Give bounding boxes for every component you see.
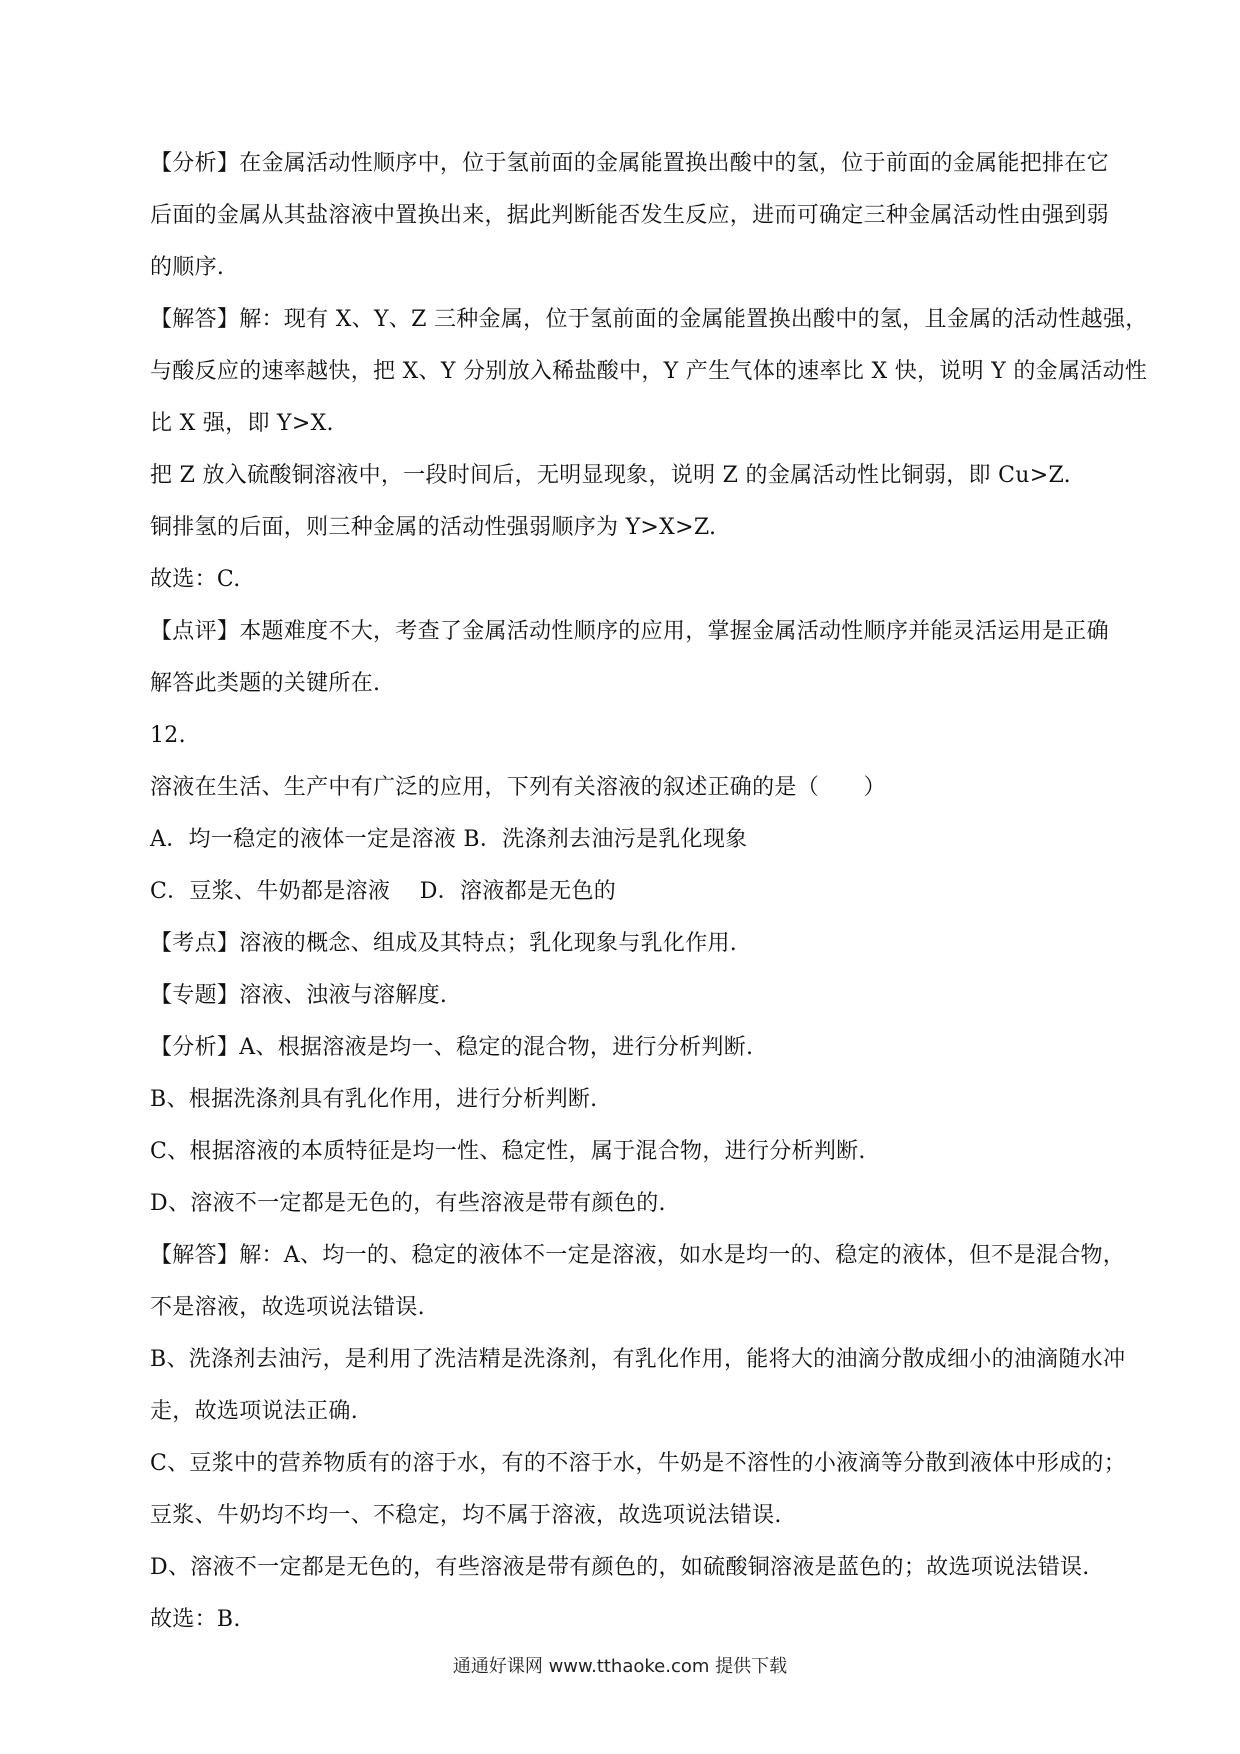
page-footer: 通通好课网 www.tthaoke.com 提供下载	[452, 1656, 788, 1677]
option-line: A．均一稳定的液体一定是溶液 B．洗涤剂去油污是乳化现象	[150, 827, 748, 852]
text-line: 【考点】溶液的概念、组成及其特点；乳化现象与乳化作用.	[150, 931, 738, 956]
text-line: B、根据洗涤剂具有乳化作用，进行分析判断.	[150, 1087, 598, 1112]
option-line: C．豆浆、牛奶都是溶液 D．溶液都是无色的	[150, 879, 617, 904]
text-line: 把 Z 放入硫酸铜溶液中，一段时间后，无明显现象，说明 Z 的金属活动性比铜弱，即 Cu>Z.	[150, 463, 1071, 488]
text-line: 不是溶液，故选项说法错误.	[150, 1295, 425, 1320]
text-line: 走，故选项说法正确.	[150, 1399, 358, 1424]
text-line: C、根据溶液的本质特征是均一性、稳定性，属于混合物，进行分析判断.	[150, 1139, 866, 1164]
text-line: 故选：C.	[150, 567, 241, 592]
text-line: 与酸反应的速率越快，把 X、Y 分别放入稀盐酸中，Y 产生气体的速率比 X 快，说明 Y 的金属活动性	[150, 359, 1148, 384]
text-line: 【分析】在金属活动性顺序中，位于氢前面的金属能置换出酸中的氢，位于前面的金属能把排在它	[150, 151, 1109, 176]
document-body	[150, 138, 1148, 1646]
text-line: 故选：B.	[150, 1607, 241, 1632]
text-line: 【分析】A、根据溶液是均一、稳定的混合物，进行分析判断.	[150, 1035, 754, 1060]
text-line: 铜排氢的后面，则三种金属的活动性强弱顺序为 Y>X>Z.	[150, 515, 717, 540]
text-line: B、洗涤剂去油污，是利用了洗洁精是洗涤剂，有乳化作用，能将大的油滴分散成细小的油滴随水冲	[150, 1347, 1126, 1372]
question-stem: 溶液在生活、生产中有广泛的应用，下列有关溶液的叙述正确的是（ ）	[150, 775, 886, 800]
text-line: 后面的金属从其盐溶液中置换出来，据此判断能否发生反应，进而可确定三种金属活动性由强到弱	[150, 203, 1109, 228]
text-line: 【解答】解：A、均一的、稳定的液体不一定是溶液，如水是均一的、稳定的液体，但不是混合物，	[150, 1243, 1126, 1268]
text-line: D、溶液不一定都是无色的，有些溶液是带有颜色的.	[150, 1191, 666, 1216]
text-line: 【解答】解：现有 X、Y、Z 三种金属，位于氢前面的金属能置换出酸中的氢，且金属的活动性越强，	[150, 307, 1148, 332]
question-number: 12.	[150, 723, 186, 748]
text-line: 比 X 强，即 Y>X.	[150, 411, 334, 436]
text-line: 豆浆、牛奶均不均一、不稳定，均不属于溶液，故选项说法错误.	[150, 1503, 782, 1528]
text-line: C、豆浆中的营养物质有的溶于水，有的不溶于水，牛奶是不溶性的小液滴等分散到液体中形成的；	[150, 1451, 1127, 1476]
text-line: 解答此类题的关键所在.	[150, 671, 381, 696]
text-line: D、溶液不一定都是无色的，有些溶液是带有颜色的，如硫酸铜溶液是蓝色的；故选项说法错误.	[150, 1555, 1090, 1580]
text-line: 【点评】本题难度不大，考查了金属活动性顺序的应用，掌握金属活动性顺序并能灵活运用是正确	[150, 619, 1109, 644]
text-line: 【专题】溶液、浊液与溶解度.	[150, 983, 448, 1008]
text-line: 的顺序.	[150, 255, 225, 280]
